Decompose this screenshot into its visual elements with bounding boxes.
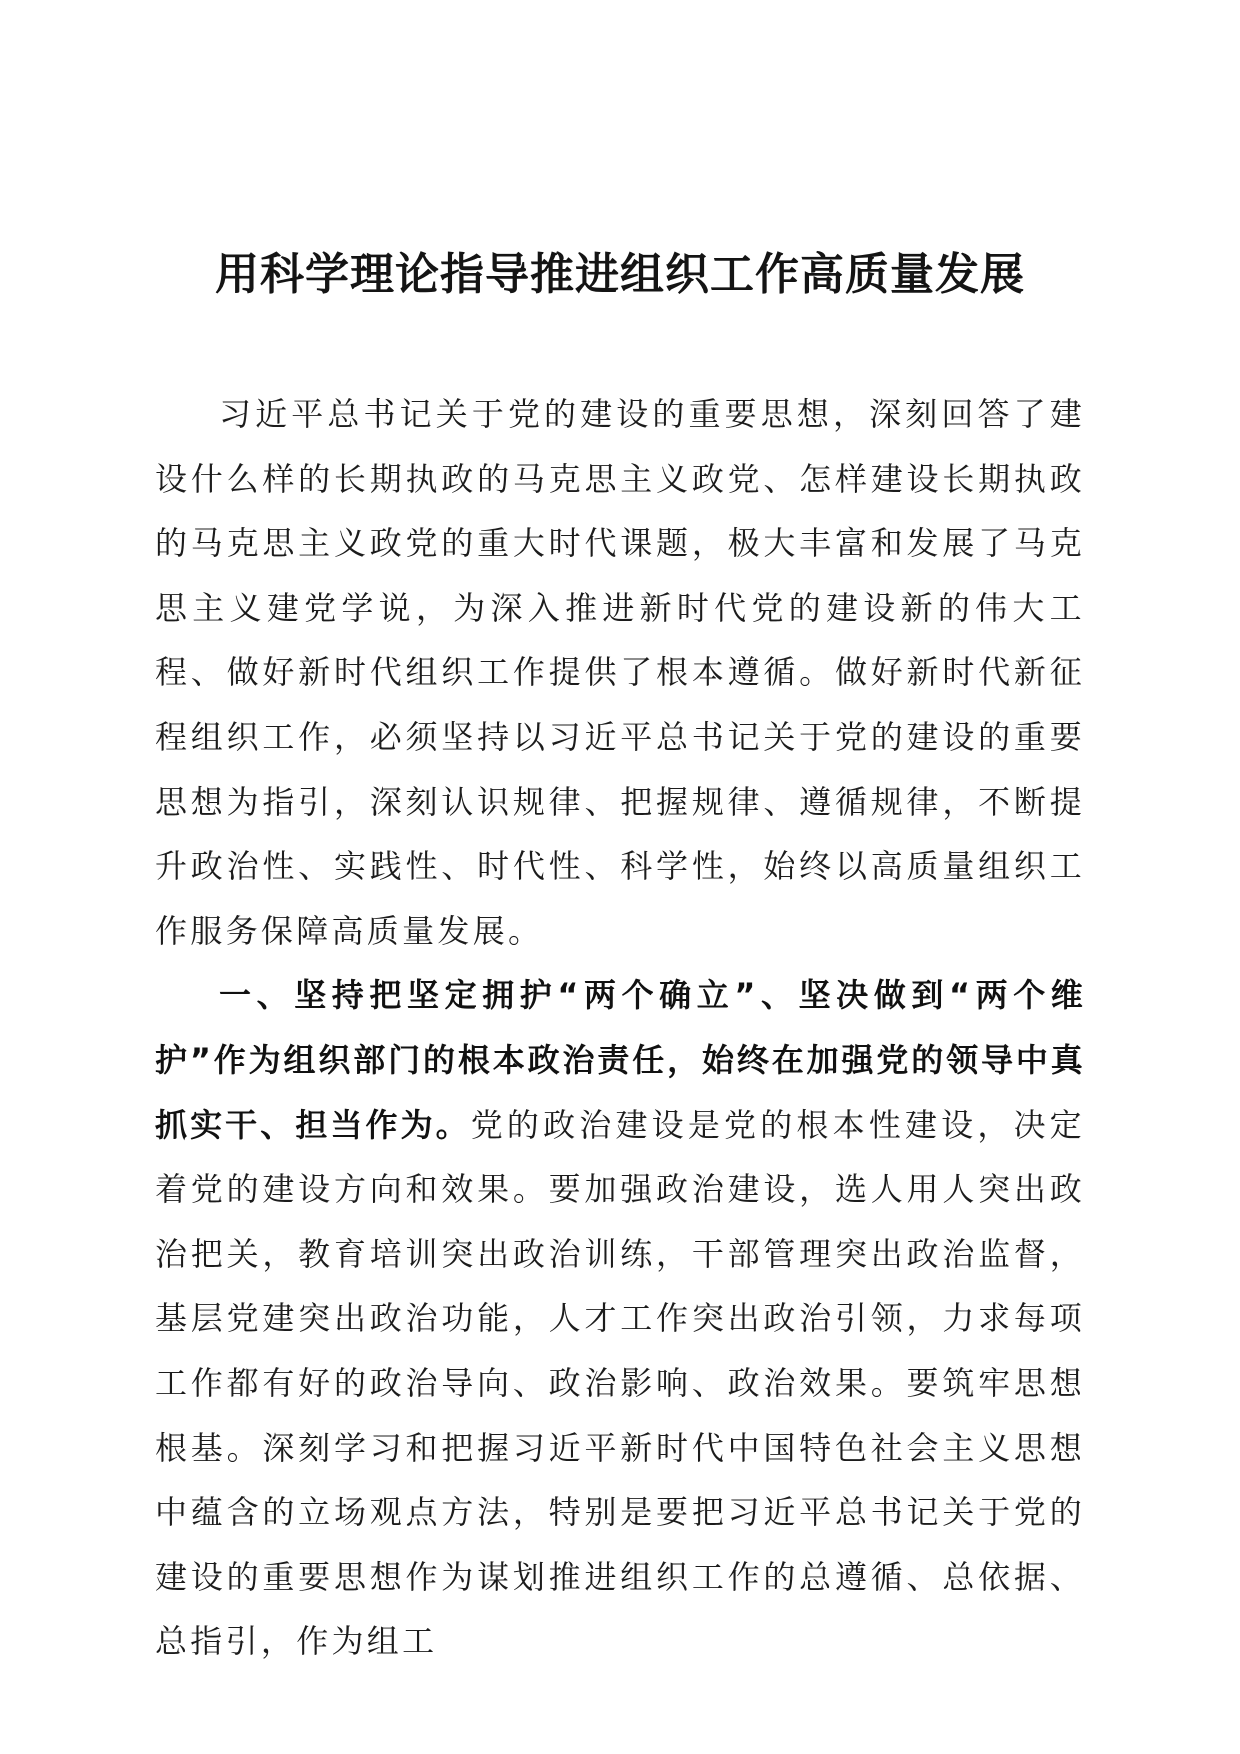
intro-paragraph bbox=[155, 382, 1085, 963]
section-one-paragraph bbox=[155, 963, 1085, 1674]
intro-paragraph-text: 习近平总书记关于党的建设的重要思想，深刻回答了建设什么样的长期执政的马克思主义政党、怎样建设长期执政的马克思主义政党的重大时代课题，极大丰富和发展了马克思主义建党学说，为深入推进新时代党的建设新的伟大工程、做好新时代组织工作提供了根本遵循。做好新时代新征程组织工作，必须坚持以习近平总书记关于党的建设的重要思想为指引，深刻认识规律、把握规律、遵循规律，不断提升政治性、实践性、时代性、科学性，始终以高质量组织工作服务保障高质量发展。 bbox=[155, 395, 1085, 950]
section-one-heading: 一、坚持把坚定拥护“两个确立”、坚决做到“两个维护”作为组织部门的根本政治责任，始终在加强党的领导中真抓实干、担当作为。 bbox=[155, 976, 1085, 1144]
document-body bbox=[155, 382, 1085, 1674]
section-one-text: 党的政治建设是党的根本性建设，决定着党的建设方向和效果。要加强政治建设，选人用人突出政治把关，教育培训突出政治训练，干部管理突出政治监督，基层党建突出政治功能，人才工作突出政治引领，力求每项工作都有好的政治导向、政治影响、政治效果。要筑牢思想根基。深刻学习和把握习近平新时代中国特色社会主义思想中蕴含的立场观点方法，特别是要把习近平总书记关于党的建设的重要思想作为谋划推进组织工作的总遵循、总依据、总指引，作为组工 bbox=[155, 1105, 1085, 1661]
document-title: 用科学理论指导推进组织工作高质量发展 bbox=[215, 249, 1025, 300]
